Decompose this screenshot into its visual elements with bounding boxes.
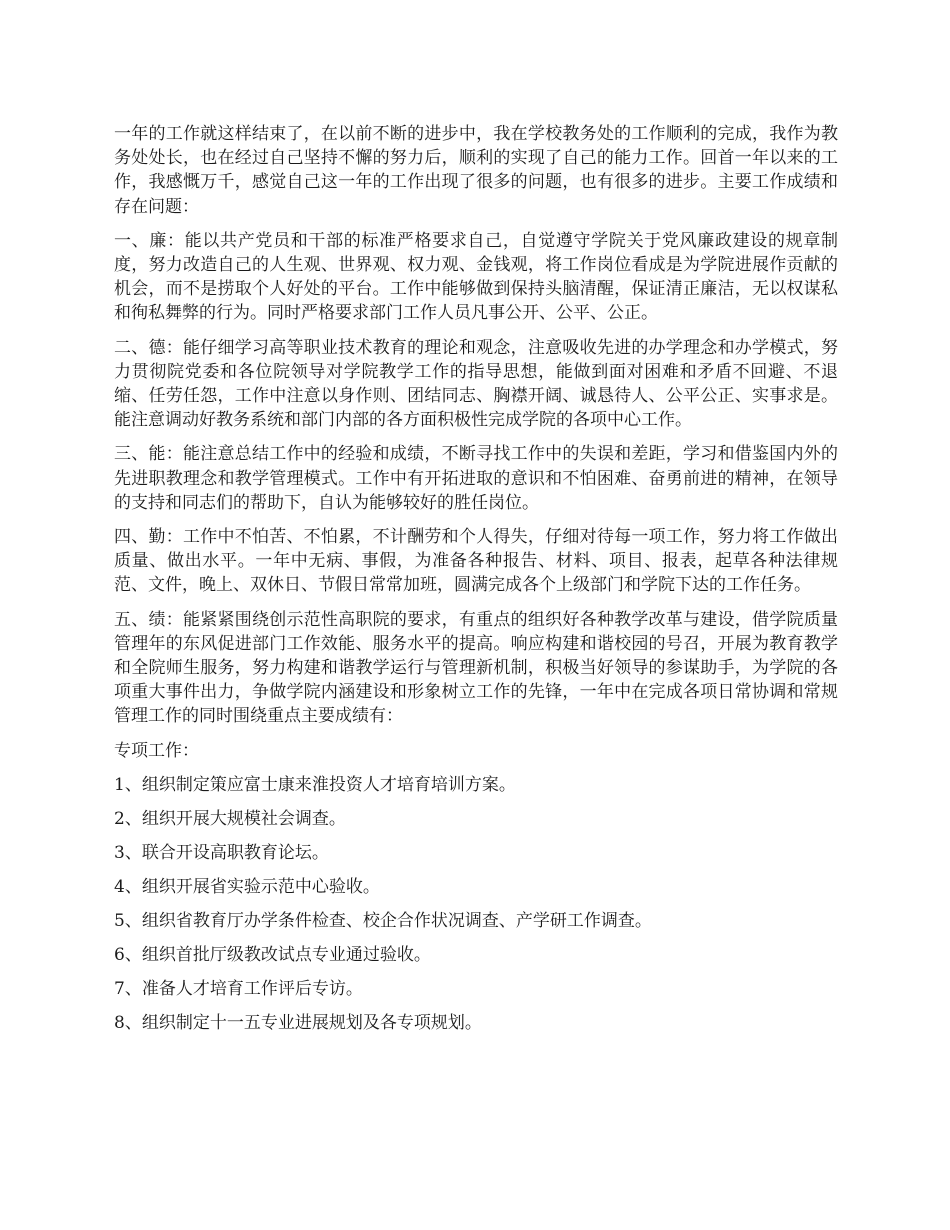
section-morality: 二、德：能仔细学习高等职业技术教育的理论和观念，注意吸收先进的办学理念和办学模式，努力贯彻院党委和各位院领导对学院教学工作的指导思想，能做到面对困难和矛盾不回避、不退缩、任劳任怨，工作中注意以身作则、团结同志、胸襟开阔、诚恳待人、公平公正、实事求是。能注意调动好教务系统和部门内部的各方面积极性完成学院的各项中心工作。 bbox=[114, 337, 838, 431]
list-item: 3、联合开设高职教育论坛。 bbox=[114, 842, 329, 863]
section-achievements: 五、绩：能紧紧围绕创示范性高职院的要求，有重点的组织好各种教学改革与建设，借学院质量管理年的东风促进部门工作效能、服务水平的提高。响应构建和谐校园的号召，开展为教育教学和全院师生服务，努力构建和谐教学运行与管理新机制，积极当好领导的参谋助手，为学院的各项重大事件出力，争做学院内涵建设和形象树立工作的先锋，一年中在完成各项日常协调和常规管理工作的同时围绕重点主要成绩有： bbox=[114, 609, 838, 727]
special-work-heading: 专项工作： bbox=[114, 740, 199, 761]
list-item: 5、组织省教育厅办学条件检查、校企合作状况调查、产学研工作调查。 bbox=[114, 910, 652, 931]
intro-paragraph: 一年的工作就这样结束了，在以前不断的进步中，我在学校教务处的工作顺利的完成，我作为教务处处长，也在经过自己坚持不懈的努力后，顺利的实现了自己的能力工作。回首一年以来的工作，我感慨万千，感觉自己这一年的工作出现了很多的问题，也有很多的进步。主要工作成绩和存在问题： bbox=[114, 124, 838, 217]
list-item: 2、组织开展大规模社会调查。 bbox=[114, 808, 346, 829]
section-ability: 三、能：能注意总结工作中的经验和成绩，不断寻找工作中的失误和差距，学习和借鉴国内外的先进职教理念和教学管理模式。工作中有开拓进取的意识和不怕困难、奋勇前进的精神，在领导的支持和同志们的帮助下，自认为能够较好的胜任岗位。 bbox=[114, 444, 838, 513]
document-page bbox=[114, 122, 838, 1045]
list-item: 4、组织开展省实验示范中心验收。 bbox=[114, 876, 380, 897]
section-integrity: 一、廉：能以共产党员和干部的标准严格要求自己，自觉遵守学院关于党风廉政建设的规章制度，努力改造自己的人生观、世界观、权力观、金钱观，将工作岗位看成是为学院进展作贡献的机会，而不是捞取个人好处的平台。工作中能够做到保持头脑清醒，保证清正廉洁，无以权谋私和徇私舞弊的行为。同时严格要求部门工作人员凡事公开、公平、公正。 bbox=[114, 230, 838, 324]
list-item: 6、组织首批厅级教改试点专业通过验收。 bbox=[114, 944, 431, 965]
list-item: 1、组织制定策应富士康来淮投资人才培育培训方案。 bbox=[114, 774, 516, 795]
list-item: 7、准备人才培育工作评后专访。 bbox=[114, 978, 363, 999]
list-item: 8、组织制定十一五专业进展规划及各专项规划。 bbox=[114, 1012, 482, 1033]
section-diligence: 四、勤：工作中不怕苦、不怕累，不计酬劳和个人得失，仔细对待每一项工作，努力将工作做出质量、做出水平。一年中无病、事假，为准备各种报告、材料、项目、报表，起草各种法律规范、文件，晚上、双休日、节假日常常加班，圆满完成各个上级部门和学院下达的工作任务。 bbox=[114, 527, 838, 596]
